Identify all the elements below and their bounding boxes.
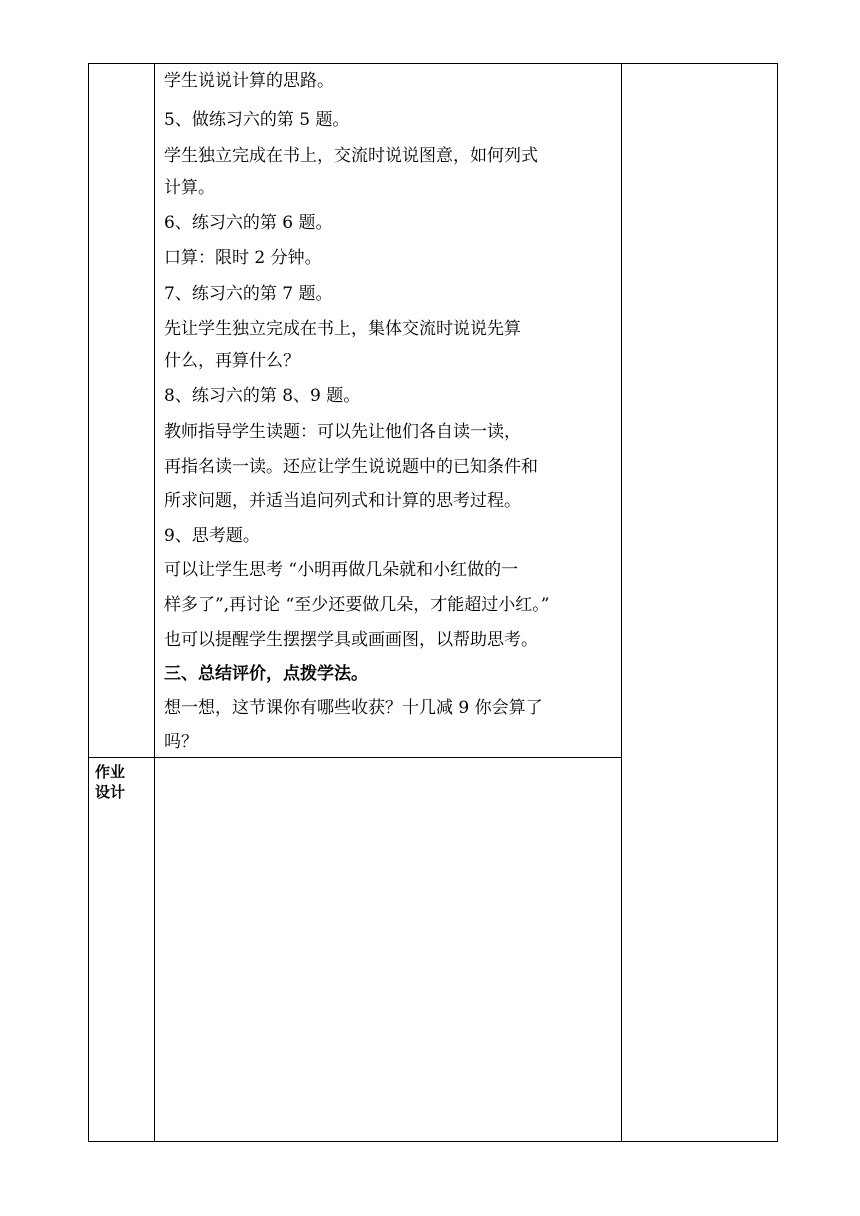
text-line: 样多了”,再讨论 “至少还要做几朵，才能超过小红。” (164, 595, 550, 615)
text-line: 先让学生独立完成在书上，集体交流时说说先算 (164, 319, 521, 339)
text-line: 学生说说计算的思路。 (164, 71, 334, 91)
column-divider-left (154, 64, 155, 1141)
text-line: 7、练习六的第 7 题。 (164, 284, 333, 304)
text-line: 6、练习六的第 6 题。 (164, 213, 333, 233)
text-line: 学生独立完成在书上，交流时说说图意，如何列式 (164, 146, 538, 166)
text-line: 吗？ (164, 732, 198, 752)
text-line: 可以让学生思考 “小明再做几朵就和小红做的一 (164, 560, 519, 580)
text-line: 所求问题，并适当追问列式和计算的思考过程。 (164, 491, 521, 511)
text-line: 计算。 (164, 178, 215, 198)
text-line: 什么，再算什么？ (164, 351, 300, 371)
text-line: 9、思考题。 (164, 526, 260, 546)
homework-label-line1: 作业 (95, 763, 126, 781)
text-line: 口算：限时 2 分钟。 (164, 248, 322, 268)
row-divider (89, 757, 621, 758)
column-divider-right (621, 64, 622, 1141)
text-line: 8、练习六的第 8、9 题。 (164, 386, 361, 406)
text-line: 想一想，这节课你有哪些收获？十几减 9 你会算了 (164, 698, 543, 718)
section-heading: 三、总结评价，点拨学法。 (164, 664, 368, 684)
text-line: 教师指导学生读题：可以先让他们各自读一读， (164, 422, 521, 442)
lesson-plan-table (88, 63, 778, 1142)
text-line: 5、做练习六的第 5 题。 (164, 110, 350, 130)
text-line: 再指名读一读。还应让学生说说题中的已知条件和 (164, 457, 538, 477)
text-line: 也可以提醒学生摆摆学具或画画图，以帮助思考。 (164, 630, 538, 650)
homework-label-line2: 设计 (95, 783, 126, 801)
